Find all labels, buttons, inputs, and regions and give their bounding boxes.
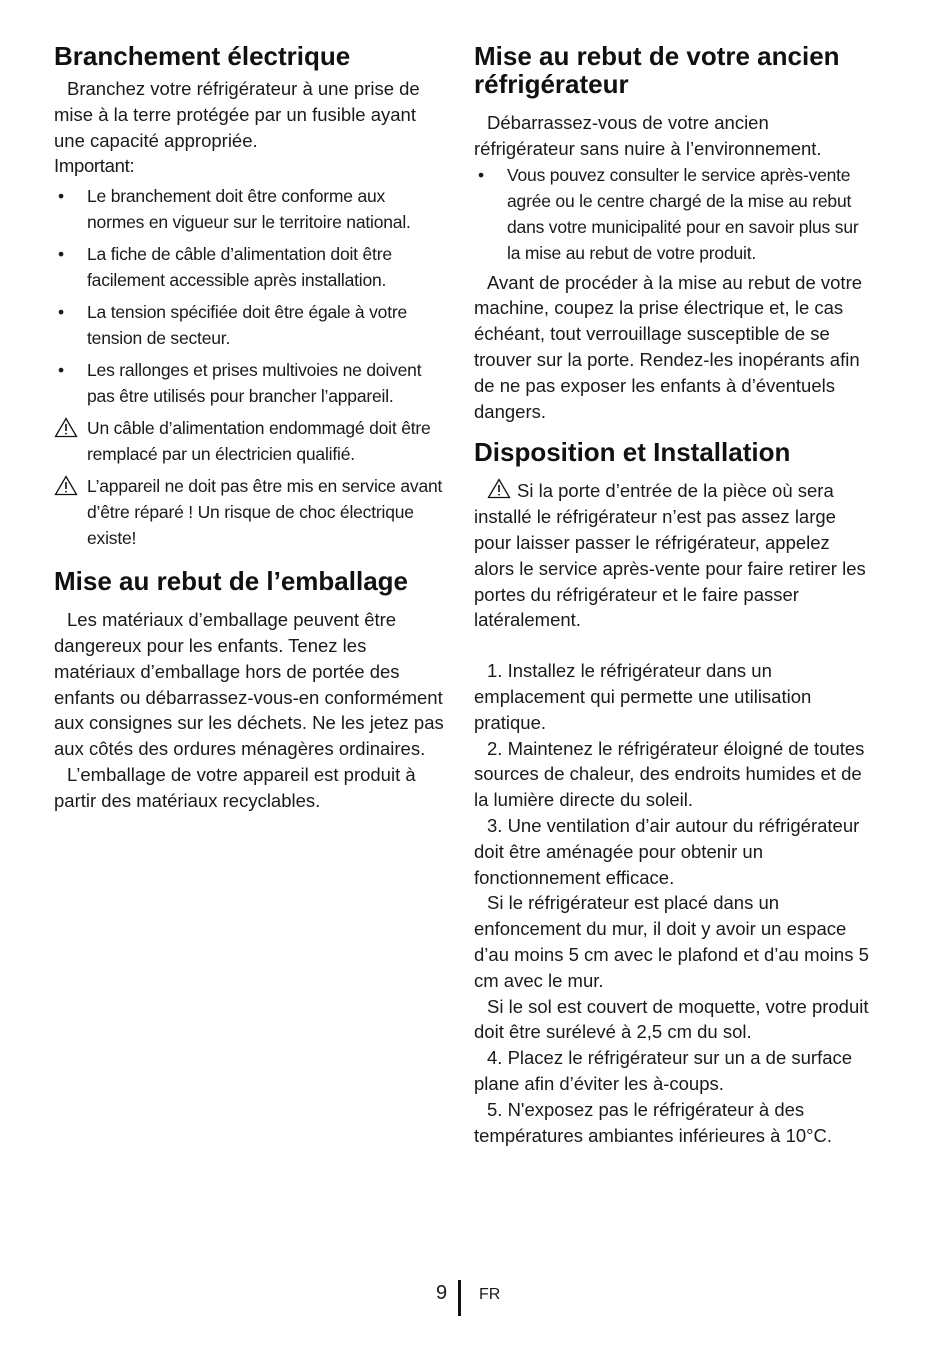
branchement-bullets bbox=[54, 183, 446, 409]
list-item: 1. Installez le réfrigérateur dans un emplacement qui permette une utilisation pratique. bbox=[474, 660, 812, 733]
warning-note: Un câble d’alimentation endommagé doit être remplacé par un électricien qualifié. bbox=[54, 415, 446, 467]
list-item: • Vous pouvez consulter le service après-vente agrée ou le centre chargé de la mise au rebut dans votre municipalité pour en savoir plus sur la mise au rebut de votre produit. bbox=[474, 162, 874, 266]
rebut-title: Mise au rebut de votre ancien réfrigérateur bbox=[474, 41, 840, 99]
disposition-title: Disposition et Installation bbox=[474, 437, 791, 468]
list-item: Si le sol est couvert de moquette, votre produit doit être surélevé à 2,5 cm du sol. bbox=[474, 995, 869, 1043]
list-item: • Les rallonges et prises multivoies ne doivent pas être utilisés pour brancher l’appareil. bbox=[54, 357, 446, 409]
warning-triangle-icon bbox=[487, 478, 511, 499]
right-column bbox=[474, 40, 874, 1148]
installation-steps bbox=[474, 658, 874, 1148]
list-item: 5. N'exposez pas le réfrigérateur à des températures ambiantes inférieures à 10°C. bbox=[474, 1098, 833, 1146]
emballage-paragraph-2: L’emballage de votre appareil est produit à partir des matériaux recyclables. bbox=[54, 763, 416, 811]
list-item: Si le réfrigérateur est placé dans un enfoncement du mur, il doit y avoir un espace d’au moins 5 cm avec le plafond et d’au moins 5 cm avec le mur. bbox=[474, 892, 869, 991]
bullet-icon: • bbox=[58, 302, 64, 323]
list-item: 2. Maintenez le réfrigérateur éloigné de toutes sources de chaleur, des endroits humides et de la lumière directe du soleil. bbox=[474, 737, 865, 811]
page-number: 9 bbox=[436, 1282, 448, 1304]
footer-divider bbox=[458, 1280, 461, 1316]
list-item: 3. Une ventilation d’air autour du réfrigérateur doit être aménagée pour obtenir un fonctionnement efficace. bbox=[474, 814, 860, 888]
warning-triangle-icon bbox=[54, 475, 78, 496]
emballage-title: Mise au rebut de l’emballage bbox=[54, 566, 408, 597]
warning-note: L’appareil ne doit pas être mis en service avant d’être réparé ! Un risque de choc électrique existe! bbox=[54, 473, 446, 551]
rebut-intro: Débarrassez-vous de votre ancien réfrigérateur sans nuire à l’environnement. bbox=[474, 112, 822, 159]
list-item: • La fiche de câble d’alimentation doit être facilement accessible après installation. bbox=[54, 241, 446, 293]
branchement-title: Branchement électrique bbox=[54, 41, 351, 71]
left-column bbox=[54, 40, 446, 814]
rebut-paragraph: Avant de procéder à la mise au rebut de votre machine, coupez la prise électrique et, le cas échéant, tout verrouillage susceptible de se trouver sur la porte. Rendez-les inopérants afin de ne pas exposer les enfants à d’éventuels dangers. bbox=[474, 271, 863, 422]
important-label: Important: bbox=[54, 155, 135, 177]
list-item: 4. Placez le réfrigérateur sur un a de surface plane afin d’éviter les à-coups. bbox=[474, 1047, 853, 1094]
list-item: • Le branchement doit être conforme aux normes en vigueur sur le territoire national. bbox=[54, 183, 446, 235]
bullet-icon: • bbox=[478, 164, 484, 185]
emballage-paragraph: Les matériaux d’emballage peuvent être dangereux pour les enfants. Tenez les matériaux d’emballage hors de portée des enfants ou débarrassez-vous-en conformément aux consignes sur les déchets. Ne les jetez pas aux côtés des ordures ménagères ordinaires. bbox=[54, 609, 444, 760]
bullet-icon: • bbox=[58, 244, 64, 265]
disposition-warning: Si la porte d’entrée de la pièce où sera installé le réfrigérateur n’est pas assez large pour laisser passer le réfrigérateur, appelez alors le service après-vente pour faire retirer les portes du réfrigérateur et le faire passer latéralement. bbox=[474, 480, 866, 631]
rebut-bullets bbox=[474, 162, 874, 266]
list-item: • La tension spécifiée doit être égale à votre tension de secteur. bbox=[54, 299, 446, 351]
bullet-icon: • bbox=[58, 360, 64, 381]
bullet-icon: • bbox=[58, 186, 64, 207]
branchement-intro: Branchez votre réfrigérateur à une prise de mise à la terre protégée par un fusible ayant une capacité appropriée. bbox=[54, 78, 420, 151]
language-code: FR bbox=[479, 1286, 501, 1303]
warning-triangle-icon bbox=[54, 417, 78, 438]
